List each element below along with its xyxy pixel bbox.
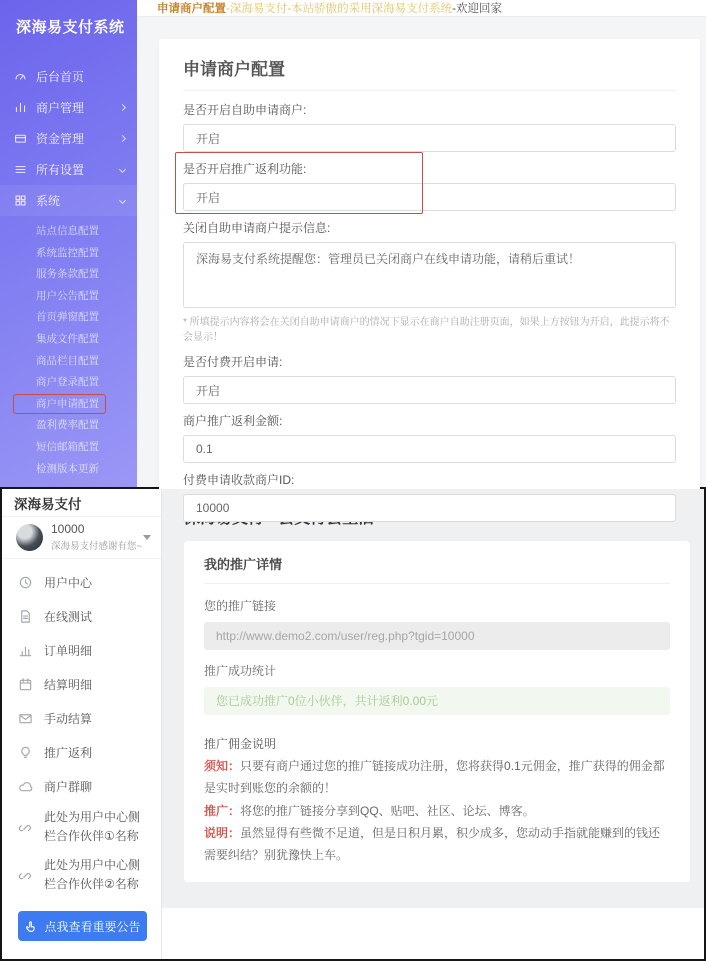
breadcrumb-welcome: -欢迎回家 <box>452 3 503 15</box>
menu-item-label: 订单明细 <box>44 643 93 658</box>
sidebar-item-funds-management[interactable] <box>0 123 137 154</box>
sidebar-item-merchant-management[interactable] <box>0 92 137 123</box>
commission-description <box>204 733 670 866</box>
admin-brand: 深海易支付系统 <box>16 19 125 36</box>
field-label: 是否付费开启申请: <box>183 355 283 369</box>
link-icon <box>18 868 33 883</box>
sidebar-item-label: 资金管理 <box>36 132 85 146</box>
document-icon <box>18 609 33 624</box>
user-id: 10000 <box>51 522 85 536</box>
subitem-home-popup[interactable]: 首页弹窗配置 <box>36 311 99 324</box>
subitem-user-announcement[interactable]: 用户公告配置 <box>36 289 99 302</box>
promo-stats-label: 推广成功统计 <box>204 664 277 678</box>
field-rebate-enable <box>183 160 676 211</box>
field-label: 关闭自助申请商户提示信息: <box>183 221 331 235</box>
commission-text: 将您的推广链接分享到QQ、贴吧、社区、论坛、博客。 <box>240 803 535 818</box>
sidebar-item-all-settings[interactable] <box>0 154 137 185</box>
user-center-icon <box>18 575 33 590</box>
subitem-system-monitor[interactable]: 系统监控配置 <box>36 246 99 259</box>
subitem-sms-email[interactable]: 短信邮箱配置 <box>36 440 99 453</box>
menu-item-label: 手动结算 <box>44 711 93 726</box>
chevron-right-icon <box>119 135 126 142</box>
menu-item-label: 在线测试 <box>44 609 93 624</box>
admin-main <box>137 0 706 487</box>
user-greeting: 深海易支付感谢有您~ <box>51 541 143 552</box>
subitem-version-check[interactable]: 检测版本更新 <box>36 462 99 475</box>
sidebar-item-dashboard[interactable] <box>0 61 137 92</box>
sidebar-item-system[interactable] <box>0 185 137 216</box>
bar-chart-icon <box>14 101 27 114</box>
commission-text: 虽然显得有些微不足道，但是日积月累，积少成多，您动动手指就能赚到的钱还需要纠结？别犹豫快上车。 <box>204 825 661 862</box>
profile-dropdown[interactable] <box>2 517 161 559</box>
user-brand: 深海易支付 <box>2 489 161 517</box>
subitem-merchant-login[interactable]: 商户登录配置 <box>36 376 99 389</box>
breadcrumb <box>137 0 706 17</box>
menu-item-label: 推广返利 <box>44 745 93 760</box>
link-icon <box>18 820 33 835</box>
user-sidebar <box>2 489 162 959</box>
field-payee-merchant-id <box>183 471 676 522</box>
breadcrumb-current[interactable]: 申请商户配置 <box>157 3 226 15</box>
payee-merchant-id-input[interactable] <box>183 494 676 522</box>
list-icon <box>14 163 27 176</box>
promo-link-label: 您的推广链接 <box>204 599 277 613</box>
menu-item-label: 此处为用户中心侧栏合作伙伴②名称 <box>44 858 141 891</box>
subitem-merchant-apply[interactable] <box>0 394 137 416</box>
field-note: * 所填提示内容将会在关闭自助申请商户的情况下显示在商户自助注册页面，如果上方按钮为开启，此提示将不会显示！ <box>183 317 670 343</box>
menu-item-label: 商户群聊 <box>44 779 93 794</box>
subitem-integration-files[interactable]: 集成文件配置 <box>36 332 99 345</box>
commission-line <box>204 822 670 866</box>
menu-item-label: 结算明细 <box>44 677 93 692</box>
important-notice-button[interactable] <box>18 911 147 941</box>
field-rebate-amount <box>183 412 676 463</box>
menu-item-settlement-detail[interactable] <box>2 667 161 701</box>
field-label: 是否开启自助申请商户: <box>183 103 307 117</box>
field-label: 商户推广返利金额: <box>183 414 283 428</box>
menu-item-label: 此处为用户中心侧栏合作伙伴①名称 <box>44 810 141 843</box>
empty-area <box>162 908 704 959</box>
profile-text <box>51 522 142 552</box>
breadcrumb-site-title[interactable]: -深海易支付-本站骄傲的采用深海易支付系统 <box>226 3 453 15</box>
page-title: 申请商户配置 <box>183 55 676 91</box>
admin-system-submenu <box>0 216 137 480</box>
commission-tag: 推广： <box>204 803 241 818</box>
promo-link-input[interactable]: http://www.demo2.com/user/reg.php?tgid=10000 <box>204 622 670 650</box>
menu-item-partner-1[interactable] <box>2 803 161 851</box>
subitem-site-info[interactable]: 站点信息配置 <box>36 225 99 237</box>
bar-chart-icon <box>18 643 33 658</box>
grid-icon <box>14 194 27 207</box>
chevron-right-icon <box>119 104 126 111</box>
lightbulb-icon <box>18 745 33 760</box>
admin-sidebar <box>0 0 137 487</box>
sidebar-item-label: 系统 <box>36 194 61 208</box>
chevron-down-icon <box>119 166 126 173</box>
menu-item-order-detail[interactable] <box>2 633 161 667</box>
envelope-icon <box>18 711 33 726</box>
chevron-down-icon <box>119 197 126 204</box>
field-self-apply <box>183 101 676 152</box>
admin-menu <box>0 61 137 480</box>
menu-item-online-test[interactable] <box>2 599 161 633</box>
rebate-enable-input[interactable] <box>183 183 676 211</box>
commission-line <box>204 755 670 799</box>
user-center-screenshot <box>0 487 706 961</box>
subitem-product-columns[interactable]: 商品栏目配置 <box>36 354 99 367</box>
dashboard-icon <box>14 70 27 83</box>
field-close-tip <box>183 219 676 345</box>
hand-pointer-icon <box>24 920 37 933</box>
subitem-profit-rate[interactable]: 盈利费率配置 <box>36 419 99 432</box>
menu-item-label: 用户中心 <box>44 575 93 590</box>
menu-item-user-center[interactable] <box>2 565 161 599</box>
paid-apply-input[interactable] <box>183 376 676 404</box>
sidebar-item-label: 后台首页 <box>36 70 85 84</box>
subitem-label: 商户申请配置 <box>36 397 99 410</box>
close-tip-textarea[interactable]: 深海易支付系统提醒您：管理员已关闭商户在线申请功能，请稍后重试！ <box>183 242 676 308</box>
promo-stats-value: 您已成功推广0位小伙伴，共计返利0.00元 <box>204 687 670 715</box>
spacer <box>162 882 704 908</box>
calendar-icon <box>18 677 33 692</box>
notice-button-label: 点我查看重要公告 <box>44 919 141 934</box>
avatar <box>16 524 43 551</box>
field-label: 付费申请收款商户ID: <box>183 473 295 487</box>
user-main <box>162 489 704 959</box>
user-menu <box>2 559 161 959</box>
rebate-amount-input[interactable] <box>183 435 676 463</box>
menu-item-partner-2[interactable] <box>2 851 161 899</box>
commission-text: 只要有商户通过您的推广链接成功注册，您将获得0.1元佣金，推广获得的佣金都是实时到账您的余额的！ <box>204 759 665 796</box>
self-apply-input[interactable] <box>183 124 676 152</box>
commission-tag: 须知： <box>204 759 241 774</box>
commission-tag: 说明： <box>204 825 241 840</box>
cloud-icon <box>18 779 33 794</box>
menu-item-promotion-rebate[interactable] <box>2 735 161 769</box>
commission-title: 推广佣金说明 <box>204 737 277 751</box>
subitem-service-terms[interactable]: 服务条款配置 <box>36 268 99 281</box>
field-label: 是否开启推广返利功能: <box>183 162 307 176</box>
field-paid-apply <box>183 353 676 404</box>
promotion-card-title: 我的推广详情 <box>204 554 670 584</box>
chevron-down-icon <box>143 535 151 540</box>
sidebar-item-label: 商户管理 <box>36 101 85 115</box>
wallet-icon <box>14 132 27 145</box>
promotion-detail-card <box>184 541 690 882</box>
menu-item-merchant-group[interactable] <box>2 769 161 803</box>
menu-item-manual-settlement[interactable] <box>2 701 161 735</box>
sidebar-item-label: 所有设置 <box>36 163 85 177</box>
commission-line <box>204 800 670 822</box>
